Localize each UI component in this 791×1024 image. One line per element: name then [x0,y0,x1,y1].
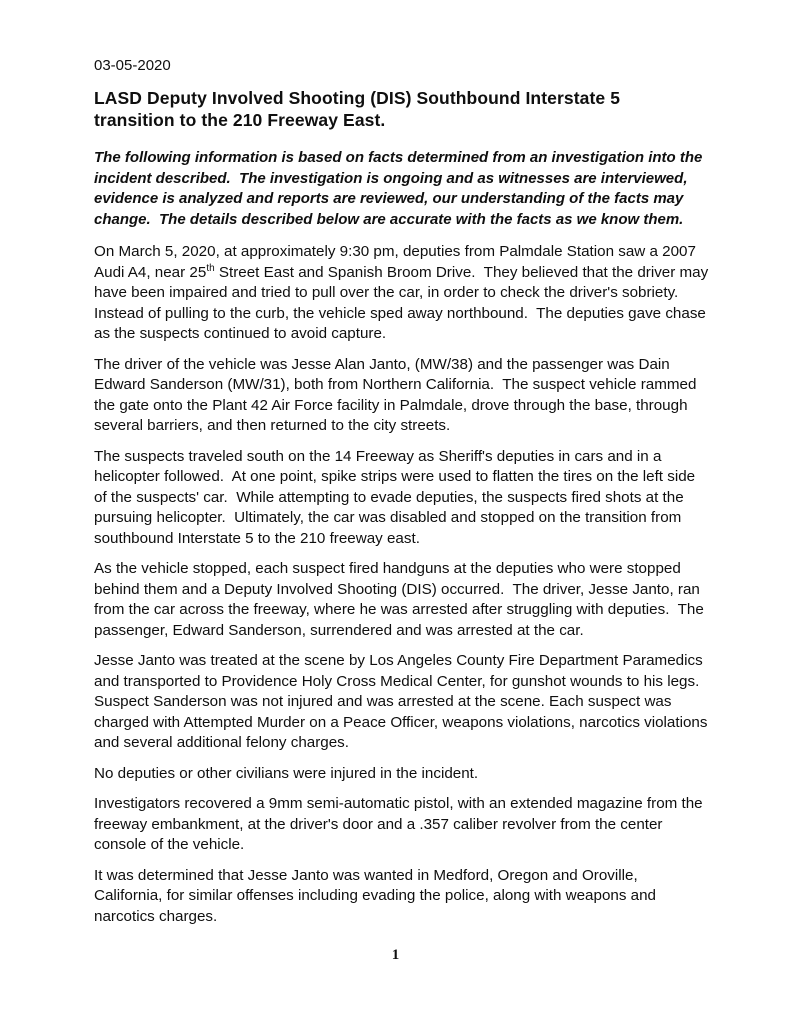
disclaimer-paragraph: The following information is based on facts determined from an investigation into the incident described. The investigation is ongoing and as witnesses are interviewed, evidence is analyzed and reports are reviewed, our understanding of the facts may change. The details described below are accurate with the facts as we know them. [94,149,707,228]
body-paragraph-4: As the vehicle stopped, each suspect fired handguns at the deputies who were stopped behind them and a Deputy Involved Shooting (DIS) occurred. The driver, Jesse Janto, ran from the car across the freeway, where he was arrested after struggling with deputies. The passenger, Edward Sanderson, surrendered and was arrested at the car. [94,560,708,639]
paragraph-1-text-after: Street East and Spanish Broom Drive. They believed that the driver may have been impaired and tried to pull over the car, in order to check the driver's sobriety. Instead of pulling to the curb, the vehicle sped away northbound. The deputies gave chase as the suspects continued to avoid capture. [94,263,713,342]
body-paragraph-1 [94,242,713,345]
page-number: 1 [391,947,400,963]
body-paragraph-2: The driver of the vehicle was Jesse Alan Janto, (MW/38) and the passenger was Dain Edward Sanderson (MW/31), both from Northern California. The suspect vehicle rammed the gate onto the Plant 42 Air Force facility in Palmdale, drove through the base, through several barriers, and then returned to the city streets. [94,355,701,434]
body-paragraph-3: The suspects traveled south on the 14 Freeway as Sheriff's deputies in cars and in a helicopter followed. At one point, spike strips were used to flatten the tires on the left side of the suspects' car. While attempting to evade deputies, the suspects fired shots at the pursuing helicopter. Ultimately, the car was disabled and stopped on the transition from southbound Interstate 5 to the 210 freeway east. [94,447,700,547]
paragraph-1-text-before: On March 5, 2020, at approximately 9:30 pm, deputies from Palmdale Station saw a 2007 Audi A4, near 25 [94,243,700,281]
document-date: 03-05-2020 [94,57,171,74]
body-paragraph-8: It was determined that Jesse Janto was wanted in Medford, Oregon and Oroville, California, for similar offenses including evading the police, along with weapons and narcotics charges. [94,866,661,925]
body-paragraph-7: Investigators recovered a 9mm semi-automatic pistol, with an extended magazine from the freeway embankment, at the driver's door and a .357 caliber revolver from the center console of the vehicle. [94,795,707,853]
document-title: LASD Deputy Involved Shooting (DIS) Southbound Interstate 5 transition to the 210 Freeway East. [94,88,626,130]
body-paragraph-5: Jesse Janto was treated at the scene by Los Angeles County Fire Department Paramedics and transported to Providence Holy Cross Medical Center, for gunshot wounds to his legs. Suspect Sanderson was not injured and was arrested at the scene. Each suspect was charged with Attempted Murder on a Peace Officer, weapons violations, narcotics violations and several additional felony charges. [94,652,712,751]
body-paragraph-6: No deputies or other civilians were injured in the incident. [94,764,479,782]
ordinal-superscript: th [206,262,215,274]
